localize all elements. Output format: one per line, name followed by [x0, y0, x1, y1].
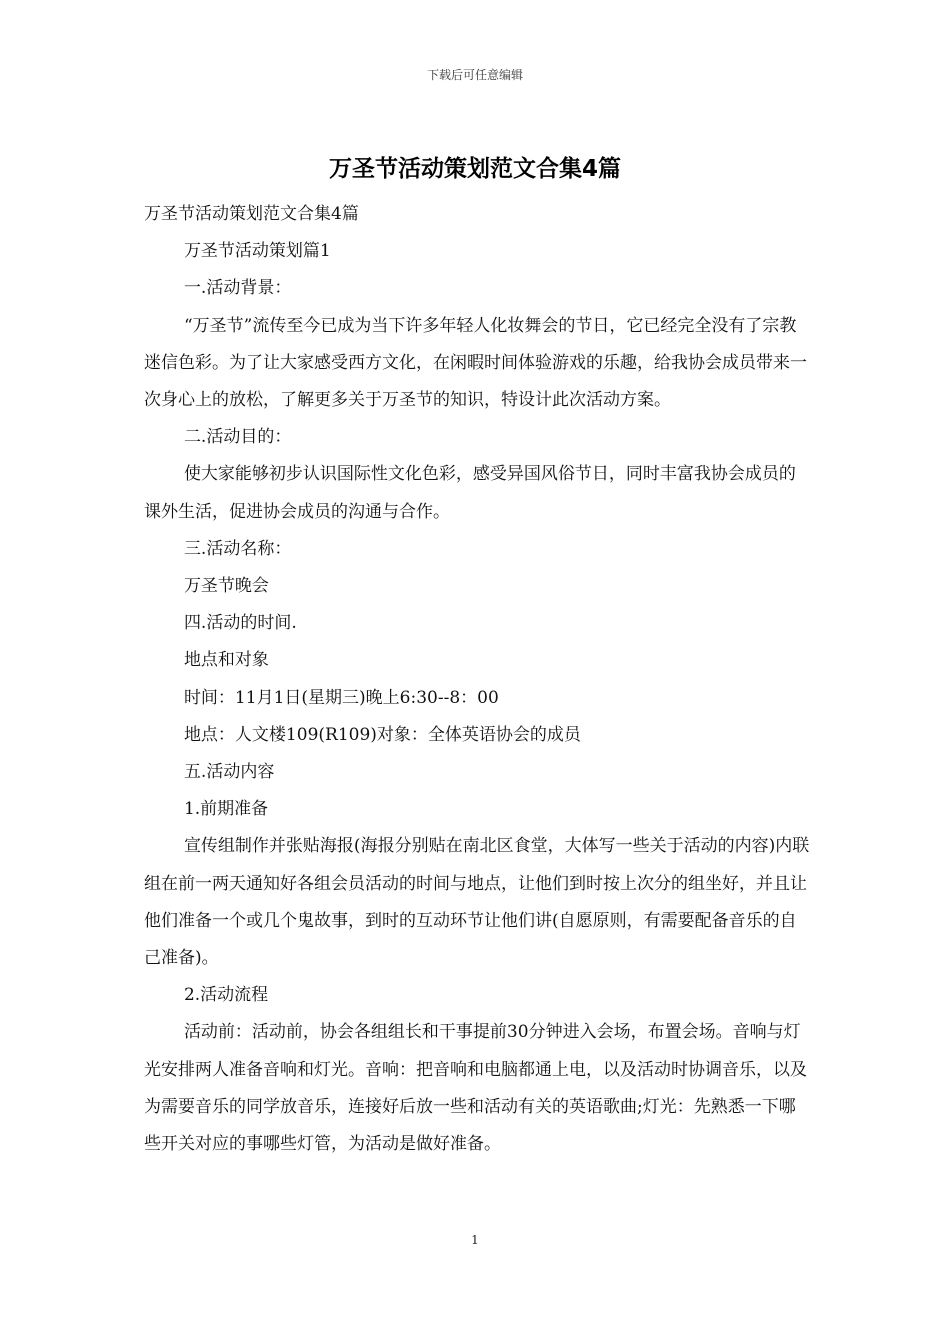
paragraph: 万圣节晚会: [183, 576, 269, 597]
paragraph: 一.活动背景：: [183, 278, 292, 299]
paragraph: 时间：11月1日(星期三)晚上6:30--8：00: [183, 687, 499, 708]
document-title: 万圣节活动策划范文合集4篇: [328, 156, 621, 182]
paragraph: 地点：人文楼109(R109)对象：全体英语协会的成员: [183, 724, 581, 745]
header-note: 下载后可任意编辑: [426, 68, 523, 82]
paragraph: 1.前期准备: [183, 799, 269, 820]
paragraph: 万圣节活动策划范文合集4篇: [144, 204, 359, 224]
paragraph: 地点和对象: [183, 650, 269, 671]
document-body: [144, 196, 812, 1163]
paragraph: 五.活动内容: [183, 762, 275, 783]
paragraph: 活动前：活动前，协会各组组长和干事提前30分钟进入会场，布置会场。音响与灯光安排两人准备音响和灯光。音响：把音响和电脑都通上电，以及活动时协调音乐，以及为需要音乐的同学放音乐，连接好后放一些和活动有关的英语歌曲;灯光：先熟悉一下哪些开关对应的事哪些灯管，为活动是做好准备。: [144, 1022, 807, 1155]
paragraph: 宣传组制作并张贴海报(海报分别贴在南北区食堂，大体写一些关于活动的内容)内联组在前一两天通知好各组会员活动的时间与地点，让他们到时按上次分的组坐好，并且让他们准备一个或几个鬼故事，到时的互动环节让他们讲(自愿原则，有需要配备音乐的自己准备)。: [144, 836, 810, 969]
paragraph: 2.活动流程: [183, 985, 269, 1006]
page-number: 1: [471, 1233, 479, 1247]
paragraph: “万圣节”流传至今已成为当下许多年轻人化妆舞会的节日，它已经完全没有了宗教迷信色彩。为了让大家感受西方文化，在闲暇时间体验游戏的乐趣，给我协会成员带来一次身心上的放松，了解更多关于万圣节的知识，特设计此次活动方案。: [144, 315, 807, 411]
paragraph: 使大家能够初步认识国际性文化色彩，感受异国风俗节日，同时丰富我协会成员的课外生活，促进协会成员的沟通与合作。: [144, 464, 796, 522]
paragraph: 二.活动目的：: [183, 427, 292, 448]
paragraph: 三.活动名称：: [183, 538, 292, 559]
paragraph: 四.活动的时间.: [183, 613, 297, 634]
paragraph: 万圣节活动策划篇1: [183, 241, 331, 262]
